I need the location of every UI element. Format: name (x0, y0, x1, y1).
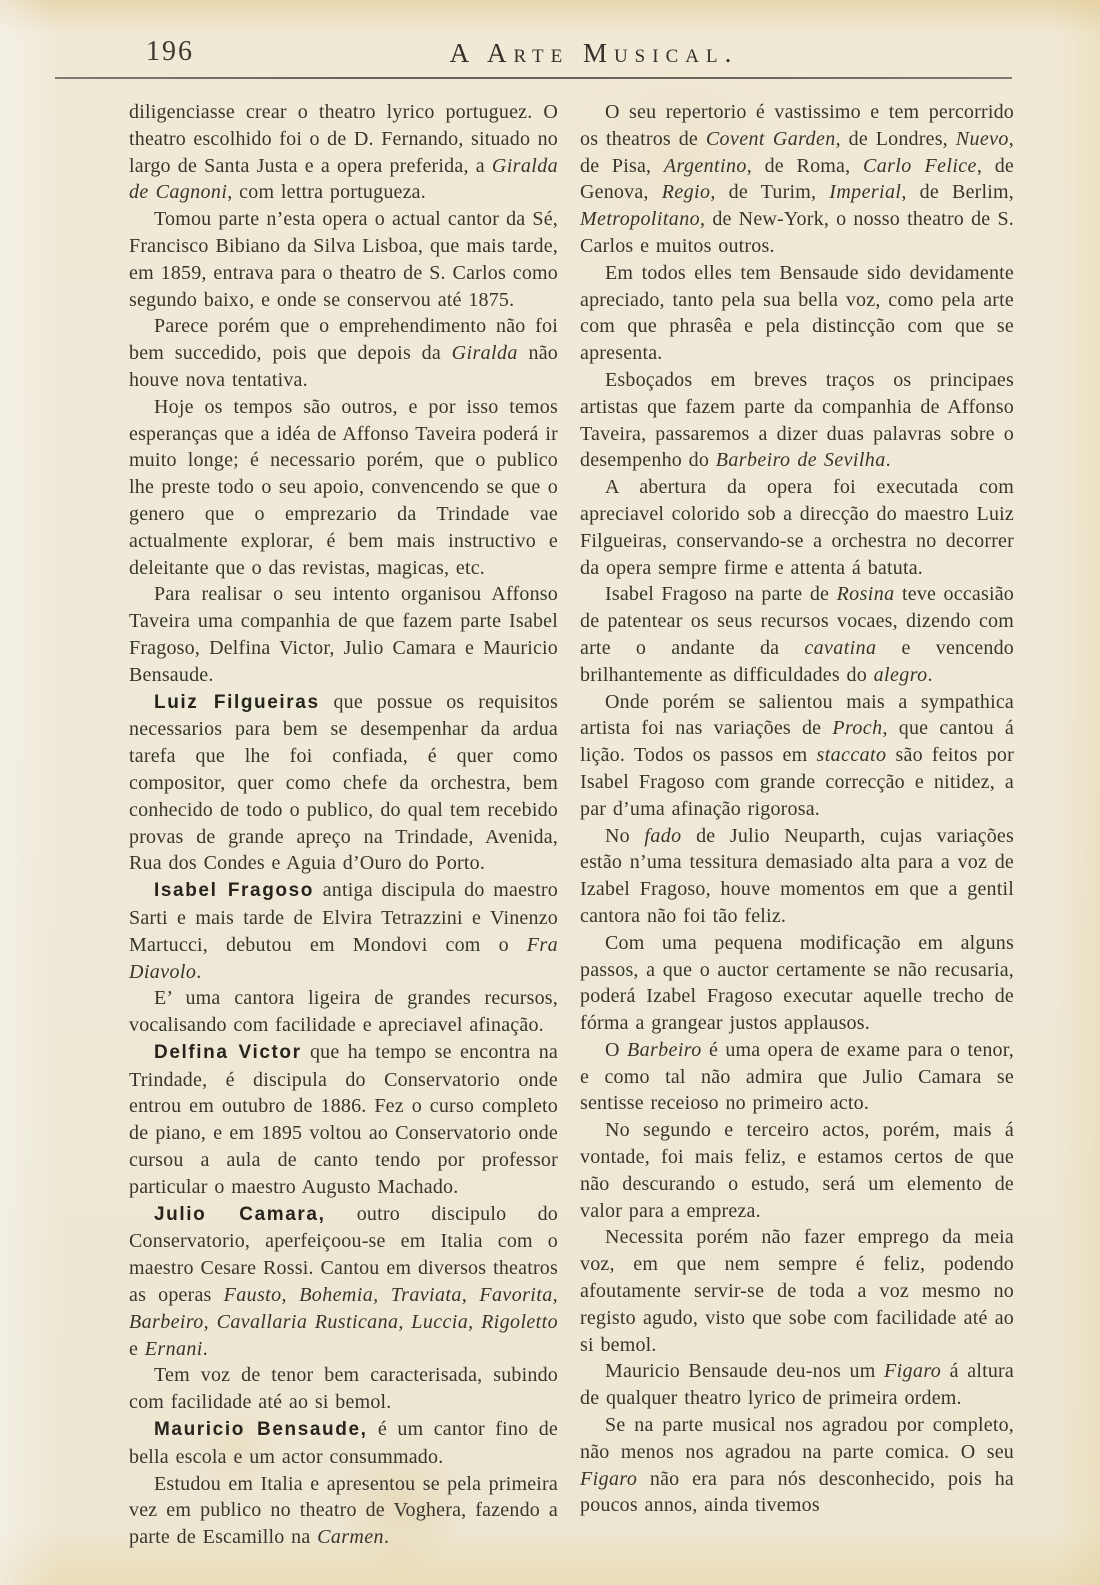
body-text: á altura de qualquer theatro lyrico de primeira ordem. (580, 1360, 1014, 1410)
italic-text: Ernani (144, 1337, 203, 1360)
artist-name: Mauricio Bensaude, (154, 1419, 368, 1441)
italic-text: Proch (832, 717, 883, 740)
body-text: Esboçados em breves traços os principaes artistas que fazem parte da companhia de Affonso Taveira, passaremos a dizer duas palavras sobre o desempenho do (580, 368, 1014, 472)
italic-text: Figaro (883, 1360, 942, 1383)
body-text: No segundo e terceiro actos, porém, mais á vontade, foi mais feliz, e estamos certos de que não descurando o estudo, será um elemento de valor para a empreza. (580, 1119, 1014, 1222)
paragraph (580, 1358, 1014, 1412)
body-text: . (885, 449, 891, 472)
body-text: Com uma pequena modificação em alguns passos, a que o auctor certamente se não recusaria, poderá Izabel Fragoso executar aquelle trecho de fórma a grangear justos applausos. (580, 931, 1014, 1035)
body-text: e vencendo brilhantemente as difficuldades do (580, 636, 1014, 686)
paragraph (580, 930, 1014, 1037)
italic-text: Figaro (580, 1467, 638, 1490)
italic-text: Barbeiro de Sevilha (715, 449, 886, 472)
paragraph (580, 689, 1014, 823)
italic-text: fado (644, 824, 682, 847)
paragraph (129, 581, 558, 688)
italic-text: Argentino (663, 154, 747, 177)
body-text: outro discipulo do Conservatorio, aperfeiçoou-se em Italia com o maestro Cesare Rossi. Cantou em diversos theatros as operas (129, 1202, 558, 1307)
body-text: teve occasião de patentear os seus recursos vocaes, dizendo com arte o andante da (580, 583, 1014, 659)
paragraph (580, 1412, 1014, 1519)
body-text: Para realisar o seu intento organisou Affonso Taveira uma companhia de que fazem parte Isabel Fragoso, Delfina Victor, Julio Camara e Mauricio Bensaude. (129, 583, 558, 686)
column-left (129, 99, 558, 1551)
paragraph (580, 99, 1014, 260)
artist-name: Julio Camara, (154, 1203, 326, 1225)
paragraph (580, 367, 1014, 474)
italic-text: Nuevo (955, 127, 1009, 150)
paragraph (129, 689, 558, 878)
italic-text: Rosina (836, 583, 895, 606)
body-text: O seu repertorio é vastissimo e tem percorrido os theatros de (580, 101, 1014, 150)
body-text: E’ uma cantora ligeira de grandes recursos, vocalisando com facilidade e apreciavel afinação. (129, 987, 558, 1037)
body-text: A abertura da opera foi executada com apreciavel colorido sob a direcção do maestro Luiz Filgueiras, conservando-se a orchestra no decorrer da opera sempre firme e attenta á batuta. (580, 476, 1014, 579)
paragraph (129, 1416, 558, 1471)
body-text: Mauricio Bensaude deu-nos um (605, 1360, 884, 1383)
italic-text: alegro (873, 663, 928, 686)
body-text: Estudou em Italia e apresentou se pela primeira vez em publico no theatro de Voghera, fazendo a parte de Escamillo na (129, 1472, 558, 1549)
body-text: O (605, 1038, 627, 1061)
body-text: , de New-York, o nosso theatro de S. Carlos e muitos outros. (580, 208, 1014, 257)
italic-text: Metropolitano (580, 208, 701, 231)
body-text: não houve nova tentativa. (129, 342, 558, 391)
body-text: , de Turim, (710, 181, 830, 204)
paragraph (129, 1201, 558, 1363)
column-right (580, 99, 1014, 1519)
body-text: que possue os requisitos necessarios para bem se desempenhar da ardua tarefa que lhe foi confiada, é quer como compositor, quer como chefe da orchestra, bem conhecido de todo o publico, do qual tem recebido provas de grande apreço na Trindade, Avenida, Rua dos Condes e Aguia d’Ouro do Porto. (129, 690, 558, 875)
body-text: de Julio Neuparth, cujas variações estão n’uma tessitura demasiado alta para a voz de Izabel Fragoso, houve momentos em que a gentil cantora não foi tão feliz. (580, 824, 1014, 927)
body-text: que ha tempo se encontra na Trindade, é discipula do Conservatorio onde entrou em outubro de 1886. Fez o curso completo de piano, e em 1895 voltou ao Conservatorio onde cursou a aula de canto tendo por professor particular o maestro Augusto Machado. (129, 1040, 558, 1198)
italic-text: Giralda (451, 342, 518, 365)
body-text: , que cantou á lição. Todos os passos em (580, 717, 1014, 767)
italic-text: Carmen (317, 1526, 384, 1549)
body-text: . (196, 960, 202, 983)
italic-text: Imperial (829, 181, 902, 204)
paragraph (129, 394, 558, 582)
paragraph (580, 581, 1014, 688)
body-text: , de Londres, (835, 127, 956, 150)
paragraph (129, 1471, 558, 1551)
italic-text: Fra Diavolo (129, 933, 558, 983)
body-text: Em todos elles tem Bensaude sido devidamente apreciado, tanto pela sua bella voz, como pela arte com que phrasêa e pela distincção com que se apresenta. (580, 261, 1014, 365)
body-text: Hoje os tempos são outros, e por isso temos esperanças que a idéa de Affonso Taveira poderá ir muito longe; é necessario porém, que o publico lhe preste todo o seu apoio, convencendo se que o genero que o emprezario da Trindade vae actualmente explorar, é bem mais instructivo e deleitante que o das revistas, magicas, etc. (129, 395, 558, 579)
body-text: Se na parte musical nos agradou por completo, não menos nos agradou na parte comica. O seu (580, 1414, 1014, 1463)
italic-text: Giralda de Cagnoni (129, 154, 558, 204)
paragraph (580, 260, 1014, 367)
paragraph (580, 1037, 1014, 1117)
paragraph (129, 1039, 558, 1201)
artist-name: Delfina Victor (154, 1041, 302, 1063)
body-text: Onde porém se salientou mais a sympathica artista foi nas variações de (580, 690, 1014, 740)
italic-text: cavatina (804, 636, 877, 659)
page-number: 196 (146, 36, 194, 67)
running-head (0, 0, 1100, 80)
italic-text: Barbeiro (626, 1038, 702, 1061)
body-text: . (927, 663, 933, 686)
paragraph (580, 823, 1014, 930)
paragraph (580, 474, 1014, 581)
paragraph (580, 1117, 1014, 1224)
italic-text: staccato (816, 744, 887, 767)
paragraph (129, 1362, 558, 1416)
header-rule (55, 77, 1012, 79)
body-text: são feitos por Isabel Fragoso com grande correcção e nitidez, a par d’uma afinação rigorosa. (580, 744, 1014, 820)
body-text: No (605, 824, 645, 847)
body-text: e (129, 1337, 145, 1360)
body-text: antiga discipula do maestro Sarti e mais tarde de Elvira Tetrazzini e Vinenzo Martucci, debutou em Mondovi com o (129, 879, 558, 956)
paragraph (129, 877, 558, 985)
artist-name: Luiz Filgueiras (154, 691, 320, 713)
paragraph (129, 99, 558, 206)
italic-text: Regio (661, 181, 711, 204)
paragraph (129, 206, 558, 313)
italic-text: Fausto, Bohemia, Traviata, Favorita, Barbeiro, Cavallaria Rusticana, Luccia, Rigoletto (129, 1284, 558, 1333)
italic-text: Carlo Felice (862, 154, 977, 177)
body-text: , de Roma, (746, 154, 863, 177)
paragraph (580, 1224, 1014, 1358)
body-text: Tem voz de tenor bem caracterisada, subindo com facilidade até ao si bemol. (129, 1364, 558, 1414)
paragraph (129, 313, 558, 393)
body-text: , com lettra portugueza. (227, 181, 426, 204)
body-text: , de Berlim, (901, 181, 1014, 204)
body-text: Isabel Fragoso na parte de (605, 583, 837, 606)
body-text: . (383, 1526, 390, 1549)
body-text: Necessita porém não fazer emprego da meia voz, em que nem sempre é feliz, podendo afoutamente servir-se de toda a voz mesmo no registo agudo, visto que sobe com facilidade até ao si bemol. (580, 1226, 1014, 1356)
body-text: , de Genova, (580, 154, 1014, 204)
body-text: diligenciasse crear o theatro lyrico portuguez. O theatro escolhido foi o de D. Fernando, situado no largo de Santa Justa e a opera preferida, a (129, 101, 558, 177)
body-text: Tomou parte n’esta opera o actual cantor da Sé, Francisco Bibiano da Silva Lisboa, que mais tarde, em 1859, entrava para o theatro de S. Carlos como segundo baixo, e onde se conservou até 1875. (129, 208, 558, 311)
italic-text: Covent Garden (705, 127, 836, 150)
body-text: é uma opera de exame para o tenor, e como tal não admira que Julio Camara se sentisse receioso no primeiro acto. (580, 1038, 1014, 1115)
body-text: . (202, 1337, 208, 1360)
page-title: A Arte Musical. (449, 38, 739, 68)
body-text: , de Pisa, (580, 127, 1014, 177)
body-text: é um cantor fino de bella escola e um actor consummado. (129, 1418, 559, 1468)
body-text: Parece porém que o emprehendimento não foi bem succedido, pois que depois da (129, 315, 558, 365)
body-text: não era para nós desconhecido, pois ha poucos annos, ainda tivemos (580, 1467, 1014, 1517)
artist-name: Isabel Fragoso (154, 880, 314, 902)
paragraph (129, 985, 558, 1039)
